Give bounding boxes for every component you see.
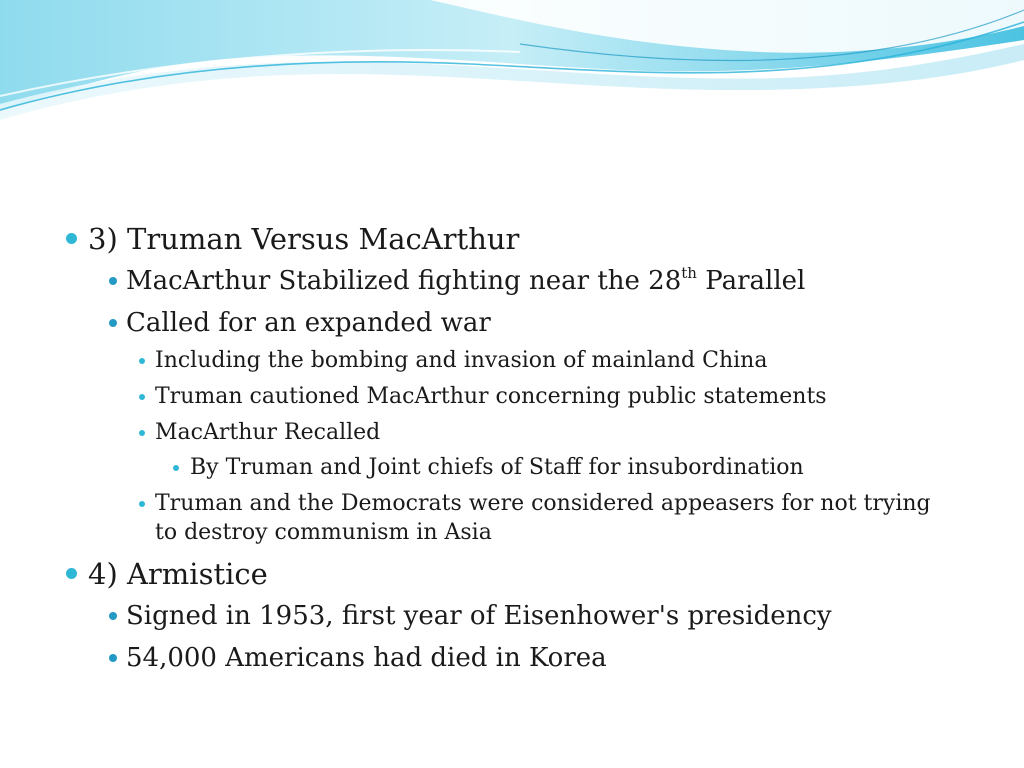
bullet [139,394,145,400]
outline-item-truman-cautioned [139,382,827,411]
bullet [66,233,77,244]
bullet [139,501,145,507]
item-text: By Truman and Joint chiefs of Staff for insubordination [190,455,804,480]
ordinal-superscript: th [681,264,697,282]
bullet [173,465,179,471]
item-text: Called for an expanded war [126,308,491,338]
bullet [66,568,77,579]
stabilized-suffix: Parallel [696,266,806,296]
outline-item-americans-died [109,642,607,674]
item-text: Truman cautioned MacArthur concerning public statements [155,384,827,409]
bullet [139,358,145,364]
bullet [109,319,117,327]
outline-item-appeasers [139,489,955,547]
outline-item-stabilized-fighting [109,265,805,297]
outline-item-macarthur-recalled [139,418,380,447]
bullet [109,277,117,285]
bullet [139,430,145,436]
outline-item-bombing-invasion [139,346,767,375]
stabilized-prefix: MacArthur Stabilized fighting near the 28 [126,266,682,296]
outline-item-insubordination [173,453,804,482]
item-text: 3) Truman Versus MacArthur [88,222,520,256]
item-text: Truman and the Democrats were considered appeasers for not trying to destroy communism in Asia [155,491,931,545]
outline-item-signed-1953 [109,600,832,632]
item-text: Including the bombing and invasion of mainland China [155,348,768,373]
outline-item-expanded-war [109,307,491,339]
item-text: 54,000 Americans had died in Korea [126,643,607,673]
item-text: 4) Armistice [88,557,268,591]
item-text: MacArthur Recalled [155,420,381,445]
outline-item-armistice [66,557,268,591]
item-text [126,265,805,297]
item-text: Signed in 1953, first year of Eisenhower's presidency [126,601,832,631]
outline-item-truman-versus-macarthur [66,222,519,256]
bullet [109,654,117,662]
bullet [109,612,117,620]
